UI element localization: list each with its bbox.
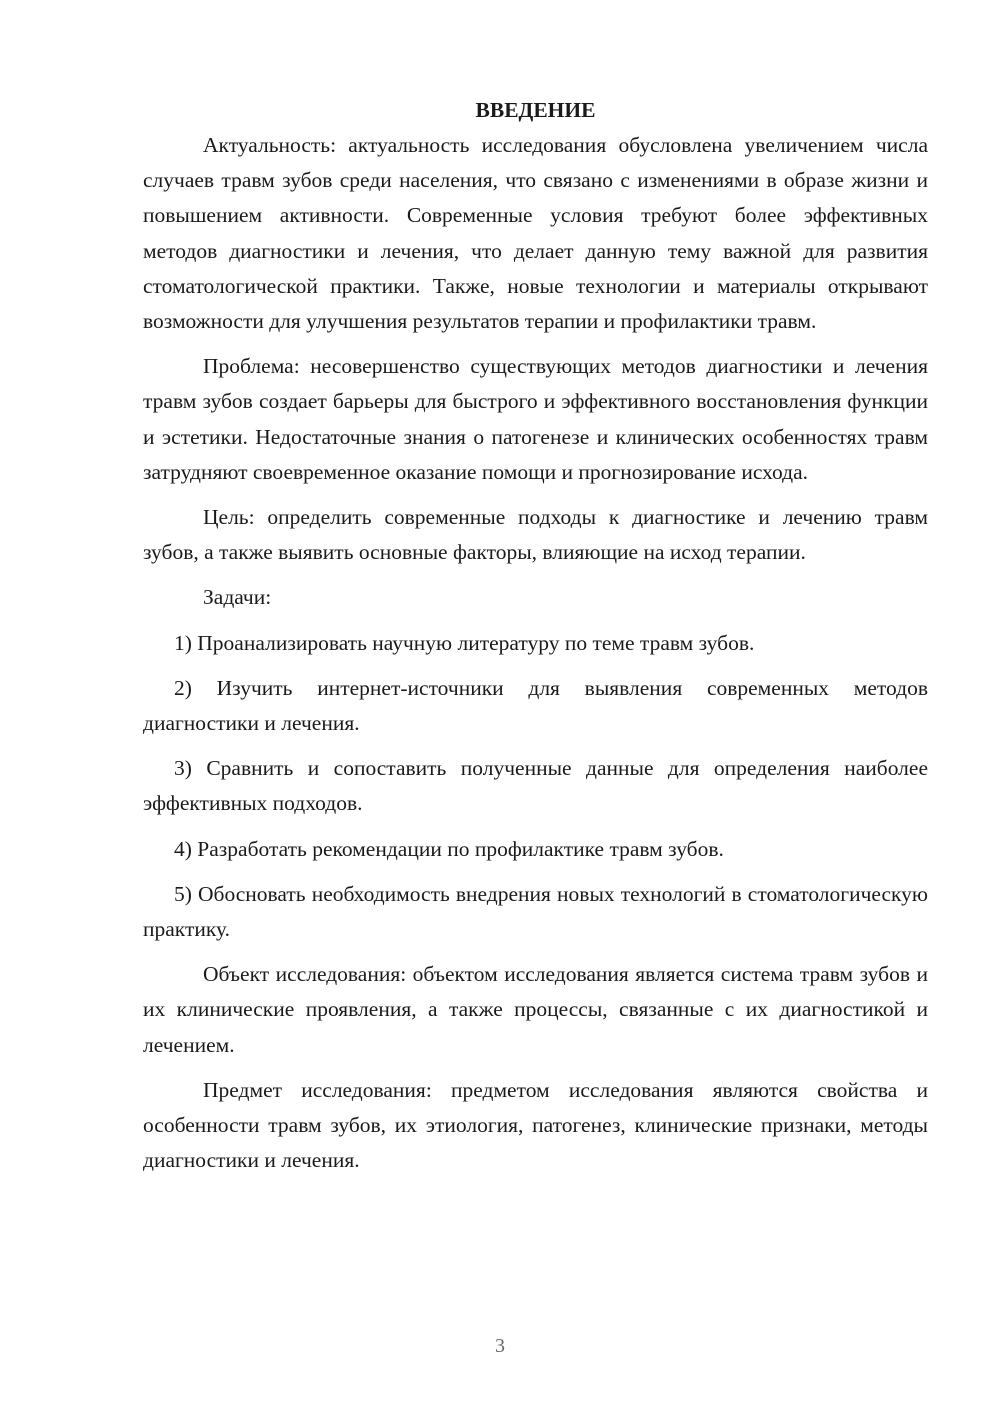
paragraph-object: Объект исследования: объектом исследования является система травм зубов и их клинические проявления, а также процессы, связанные с их диагностикой и лечением. <box>143 962 928 1057</box>
task-item-4: 4) Разработать рекомендации по профилактике травм зубов. <box>174 836 724 861</box>
paragraph-relevance: Актуальность: актуальность исследования обусловлена увеличением числа случаев травм зубов среди населения, что связано с изменениями в образе жизни и повышением активности. Современные условия требуют более эффективных методов диагностики и лечения, что делает данную тему важной для развития стоматологической практики. Также, новые технологии и материалы открывают возможности для улучшения результатов терапии и профилактики травм. <box>143 133 928 334</box>
page-number: 3 <box>495 1335 505 1357</box>
task-item-5: 5) Обосновать необходимость внедрения новых технологий в стоматологическую практику. <box>143 881 928 942</box>
task-item-2: 2) Изучить интернет-источники для выявления современных методов диагностики и лечения. <box>143 675 928 736</box>
task-item-3: 3) Сравнить и сопоставить полученные данные для определения наиболее эффективных подходов. <box>143 756 928 816</box>
tasks-label: Задачи: <box>203 585 272 610</box>
task-item-1: 1) Проанализировать научную литературу по теме травм зубов. <box>174 630 755 655</box>
paragraph-subject: Предмет исследования: предметом исследования являются свойства и особенности травм зубов, их этиология, патогенез, клинические признаки, методы диагностики и лечения. <box>143 1077 928 1173</box>
paragraph-problem: Проблема: несовершенство существующих методов диагностики и лечения травм зубов создает барьеры для быстрого и эффективного восстановления функции и эстетики. Недостаточные знания о патогенезе и клинических особенностях травм затрудняют своевременное оказание помощи и прогнозирование исхода. <box>143 354 928 484</box>
page-content <box>143 93 928 1178</box>
paragraph-goal: Цель: определить современные подходы к диагностике и лечению травм зубов, а также выявить основные факторы, влияющие на исход терапии. <box>143 505 928 565</box>
section-heading: ВВЕДЕНИЕ <box>475 98 596 122</box>
